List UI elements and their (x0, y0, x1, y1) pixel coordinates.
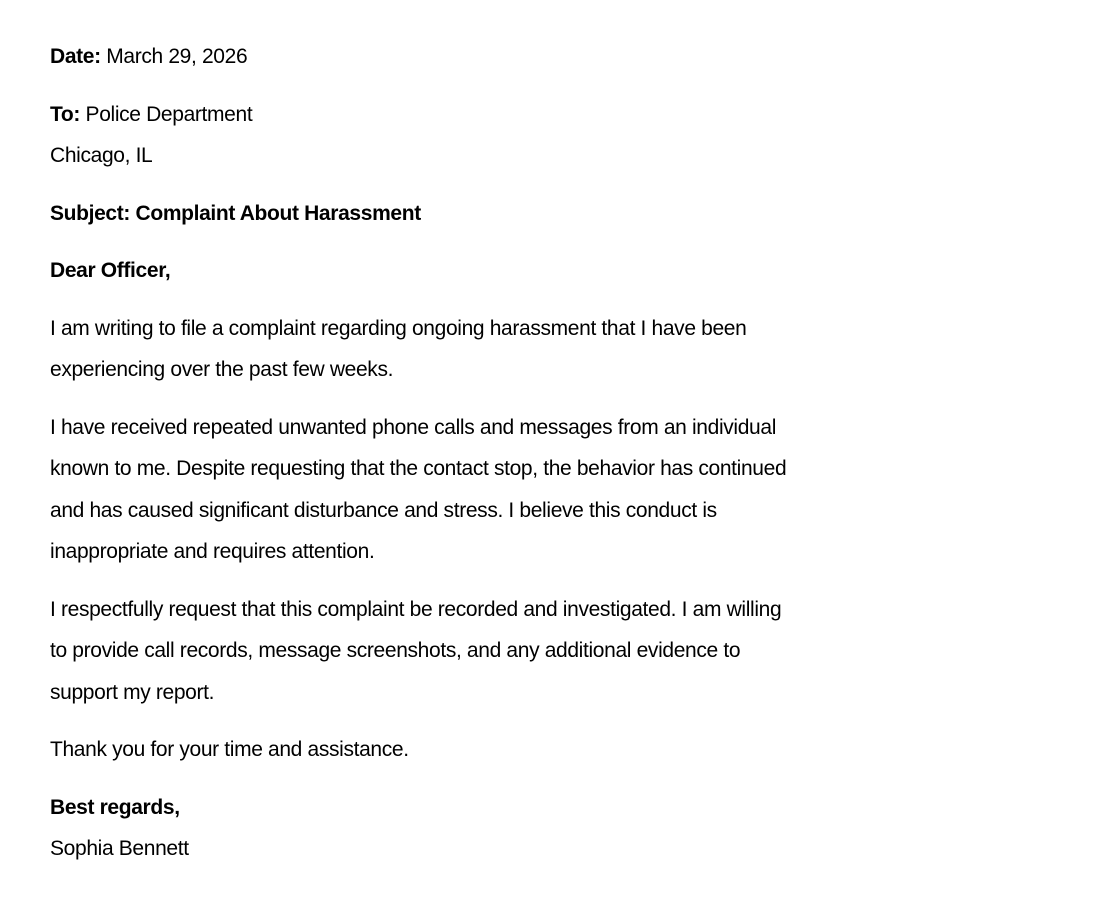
paragraph-line: and has caused significant disturbance and stress. I believe this conduct is (50, 498, 717, 522)
date-value: March 29, 2026 (100, 45, 248, 68)
paragraph-line: I am writing to file a complaint regarding ongoing harassment that I have been (50, 316, 747, 340)
paragraph-line: experiencing over the past few weeks. (50, 358, 394, 381)
paragraph-line: known to me. Despite requesting that the contact stop, the behavior has continued (50, 457, 787, 480)
closing-text: Best regards, (50, 795, 180, 819)
date-label: Date: (50, 45, 101, 68)
paragraph-line: Thank you for your time and assistance. (50, 738, 409, 761)
letter-document (50, 36, 1070, 886)
date-line (50, 36, 1070, 78)
body-paragraph-1 (50, 308, 1070, 391)
subject-text: Subject: Complaint About Harassment (50, 201, 421, 225)
recipient-location: Chicago, IL (50, 144, 153, 167)
closing-block (50, 787, 1070, 870)
body-paragraph-2 (50, 407, 1070, 573)
paragraph-line: I respectfully request that this complaint be recorded and investigated. I am willing (50, 597, 782, 621)
paragraph-line: to provide call records, message screenshots, and any additional evidence to (50, 639, 741, 662)
salutation (50, 250, 1070, 292)
recipient-label: To: (50, 102, 81, 126)
signature-name: Sophia Bennett (50, 837, 189, 860)
recipient-name: Police Department (80, 102, 253, 126)
body-paragraph-3 (50, 589, 1070, 714)
body-paragraph-4 (50, 729, 1070, 771)
subject-line (50, 193, 1070, 235)
paragraph-line: support my report. (50, 680, 215, 704)
paragraph-line: inappropriate and requires attention. (50, 540, 375, 563)
recipient-block (50, 94, 1070, 177)
paragraph-line: I have received repeated unwanted phone calls and messages from an individual (50, 415, 777, 439)
salutation-text: Dear Officer, (50, 259, 171, 282)
